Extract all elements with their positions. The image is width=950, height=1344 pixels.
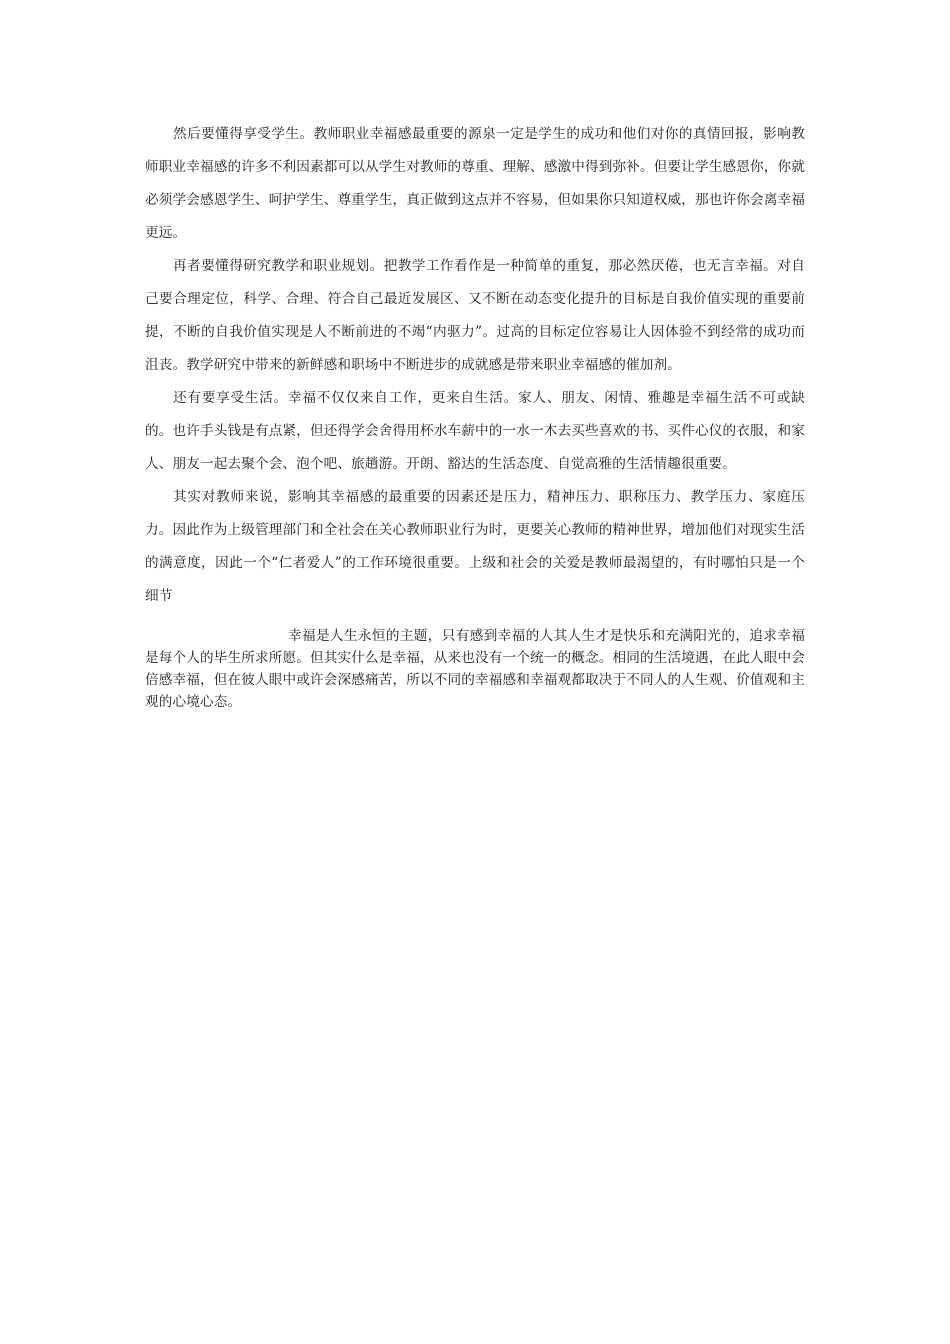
document-body [145, 118, 805, 713]
paragraph-enjoy-students: 然后要懂得享受学生。教师职业幸福感最重要的源泉一定是学生的成功和他们对你的真情回报，影响教师职业幸福感的许多不利因素都可以从学生对教师的尊重、理解、感激中得到弥补。但要让学生感恩你，你就必须学会感恩学生、呵护学生、尊重学生，真正做到这点并不容易，但如果你只知道权威，那也许你会离幸福更远。 [145, 126, 805, 241]
paragraph-enjoy-life: 还有要享受生活。幸福不仅仅来自工作，更来自生活。家人、朋友、闲情、雅趣是幸福生活不可或缺的。也许手头钱是有点紧，但还得学会舍得用杯水车薪中的一水一木去买些喜欢的书、买件心仪的衣服，和家人、朋友一起去聚个会、泡个吧、旅趟游。开朗、豁达的生活态度、自觉高雅的生活情趣很重要。 [145, 390, 805, 472]
paragraph-pressure-factors: 其实对教师来说，影响其幸福感的最重要的因素还是压力，精神压力、职称压力、教学压力、家庭压力。因此作为上级管理部门和全社会在关心教师职业行为时，更要关心教师的精神世界，增加他们对现实生活的满意度，因此一个“仁者爱人”的工作环境很重要。上级和社会的关爱是教师最渴望的，有时哪怕只是一个细节 [145, 489, 805, 604]
paragraph-research-teaching: 再者要懂得研究教学和职业规划。把教学工作看作是一种简单的重复，那必然厌倦，也无言幸福。对自己要合理定位，科学、合理、符合自己最近发展区、又不断在动态变化提升的目标是自我价值实现的重要前提，不断的自我价值实现是人不断前进的不竭“内驱力”。过高的目标定位容易让人因体验不到经常的成功而沮丧。教学研究中带来的新鲜感和职场中不断进步的成就感是带来职业幸福感的催加剂。 [145, 258, 805, 373]
paragraph-happiness-theme: 幸福是人生永恒的主题，只有感到幸福的人其人生才是快乐和充满阳光的，追求幸福是每个人的毕生所求所愿。但其实什么是幸福，从来也没有一个统一的概念。相同的生活境遇，在此人眼中会倍感幸福，但在彼人眼中或许会深感痛苦，所以不同的幸福感和幸福观都取决于不同人的人生观、价值观和主观的心境心态。 [145, 628, 805, 710]
